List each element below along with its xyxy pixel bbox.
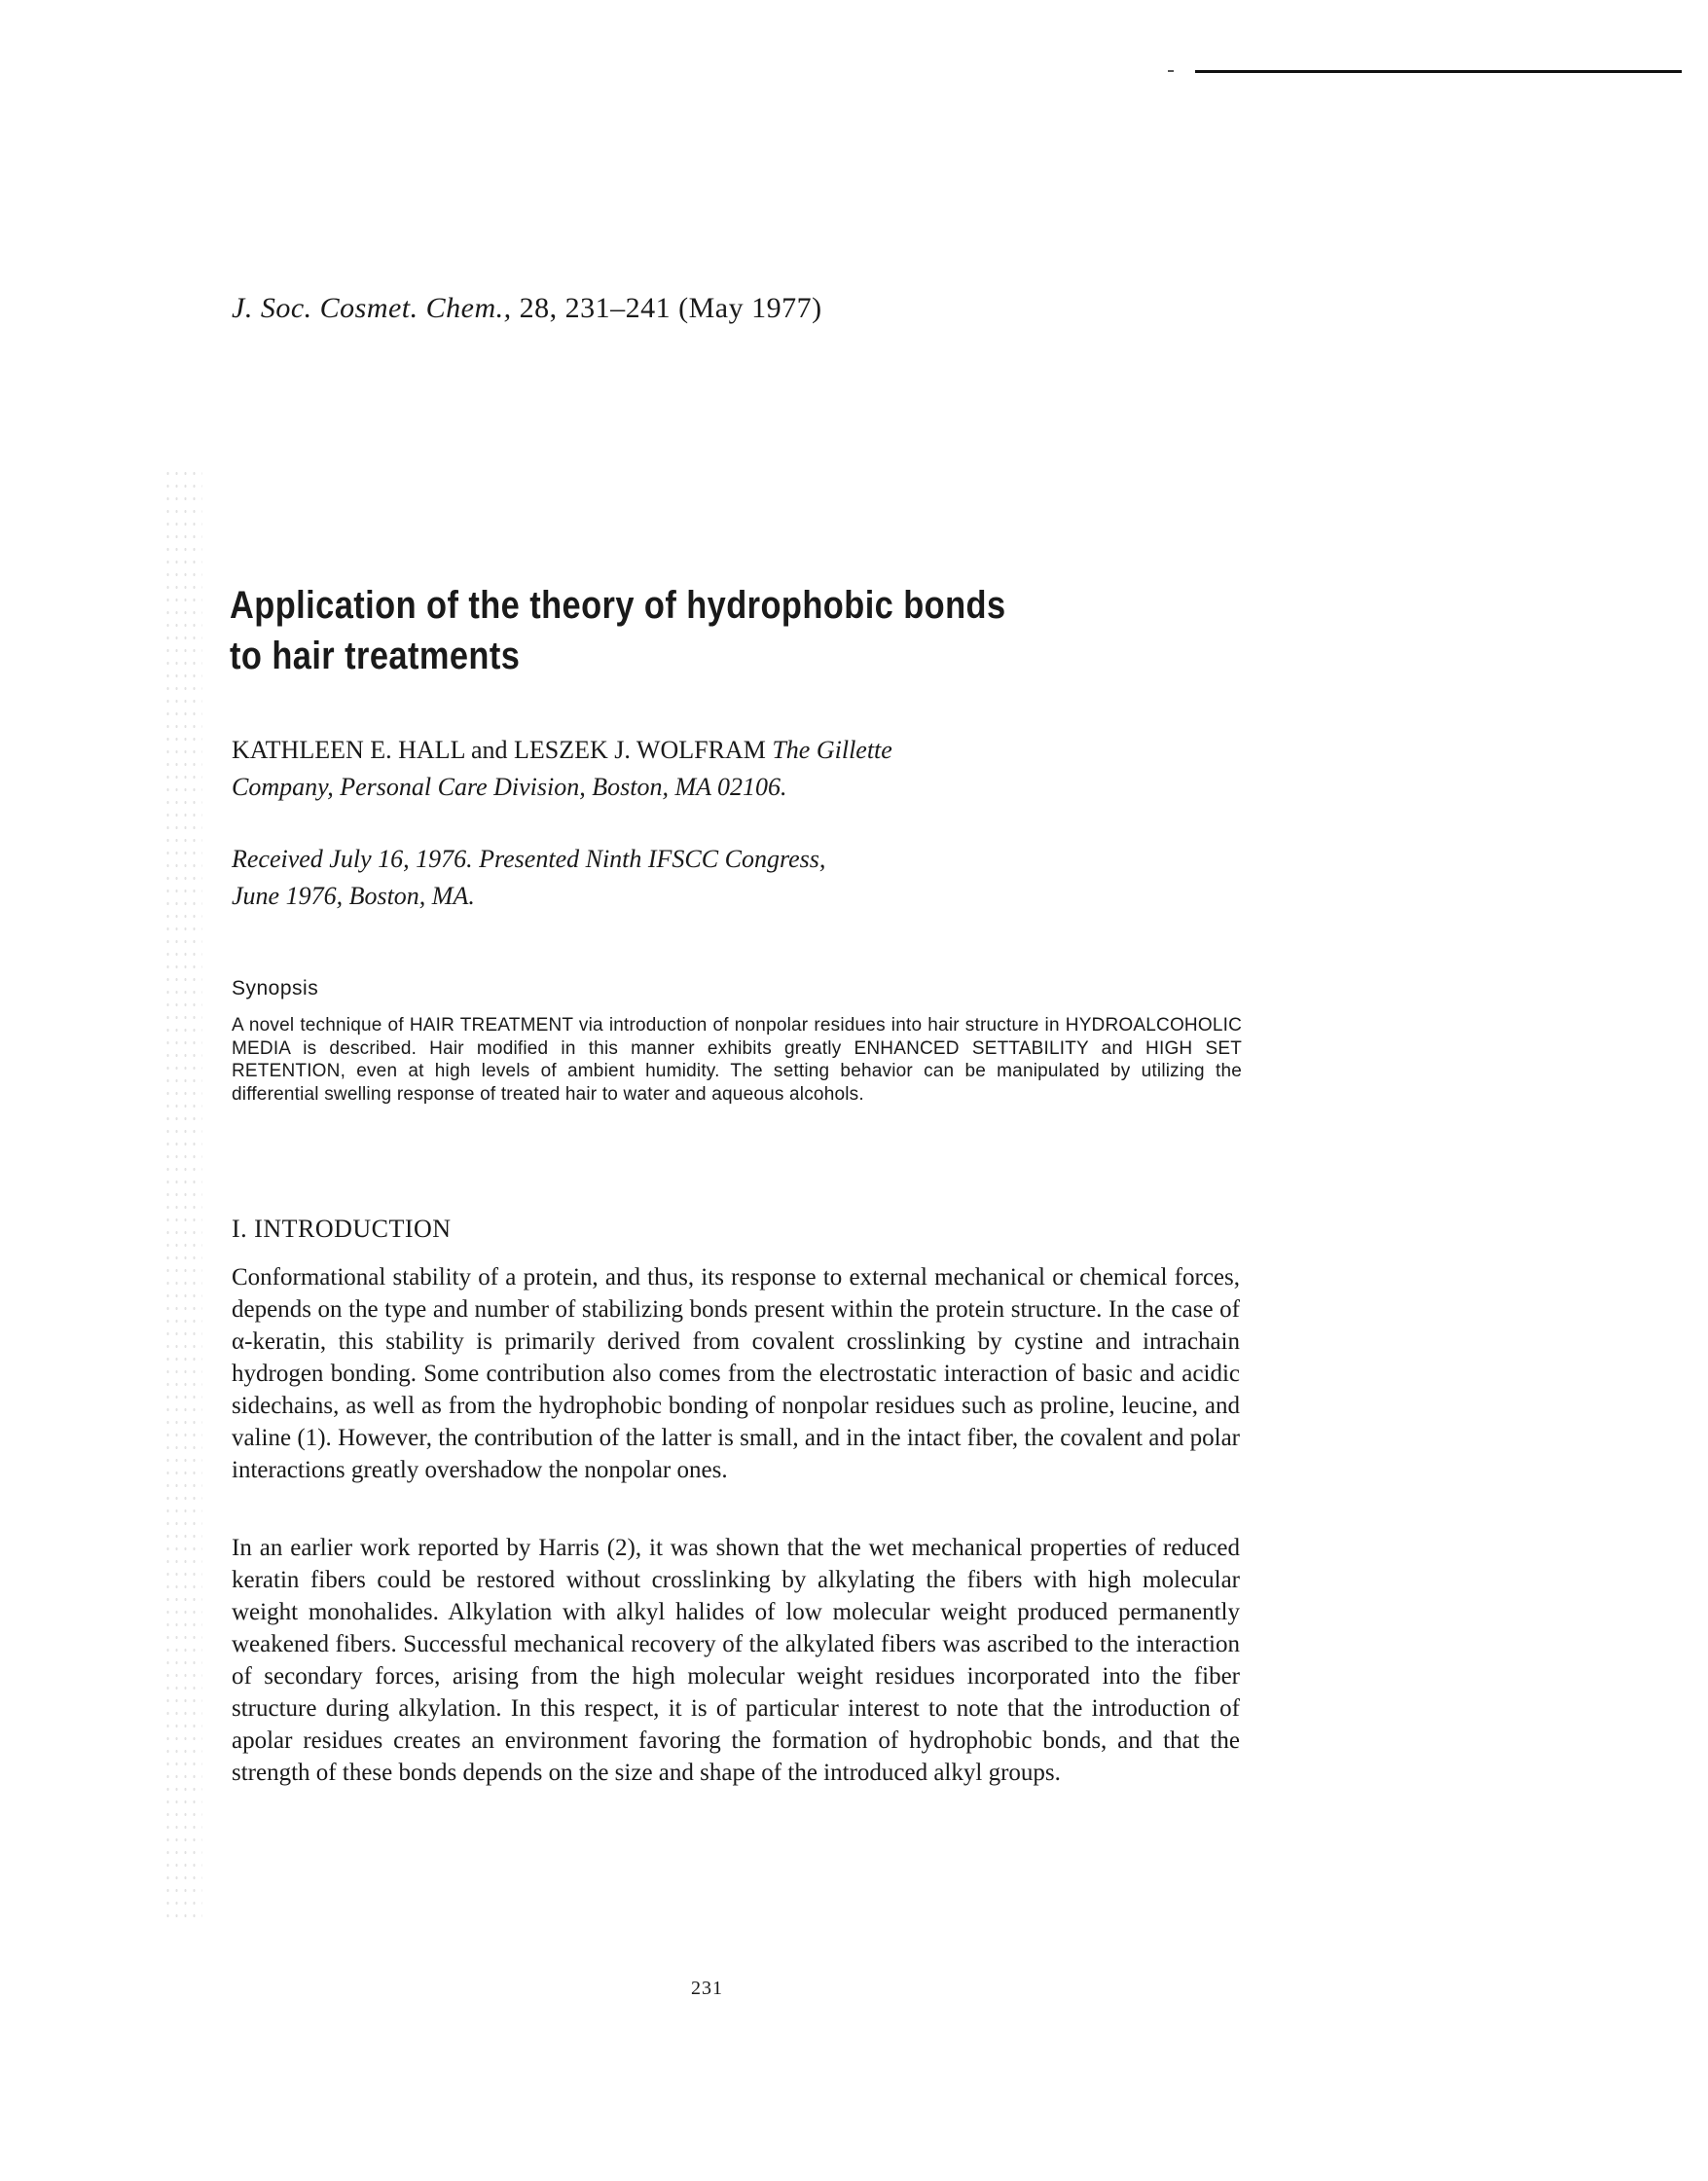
author-affiliation: The Gillette Company, Personal Care Division, Boston, MA 02106. (232, 736, 892, 801)
body-paragraph: In an earlier work reported by Harris (2), it was shown that the wet mechanical properties of reduced keratin fibers could be restored without crosslinking by alkylating the fibers with high molecular weight monohalides. Alkylation with alkyl halides of low molecular weight produced permanently weakened fibers. Successful mechanical recovery of the alkylated fibers was ascribed to the interaction of secondary forces, arising from the high molecular weight residues incorporated into the fiber structure during alkylation. In this respect, it is of particular interest to note that the introduction of apolar residues creates an environment favoring the formation of hydrophobic bonds, and that the strength of these bonds depends on the size and shape of the introduced alkyl groups. (232, 1535, 1240, 1786)
page-number: 231 (691, 1978, 723, 1999)
synopsis-text: A novel technique of HAIR TREATMENT via introduction of nonpolar residues into hair structure in HYDROALCOHOLIC MEDIA is described. Hair modified in this manner exhibits greatly ENHANCED SETTABILITY and HIGH SET RETENTION, even at high levels of ambient humidity. The setting behavior can be manipulated by utilizing the differential swelling response of treated hair to water and aqueous alcohols. (232, 1015, 1242, 1105)
citation-details: 28, 231–241 (May 1977) (511, 292, 822, 324)
scan-mark (1168, 70, 1174, 72)
scan-edge-noise (164, 467, 202, 1927)
synopsis-heading: Synopsis (232, 977, 319, 1000)
article-title (230, 580, 1006, 681)
journal-citation (232, 292, 822, 325)
body-paragraph: Conformational stability of a protein, and thus, its response to external mechanical or chemical forces, depends on the type and number of stabilizing bonds present within the protein structure. In the case of α-keratin, this stability is primarily derived from covalent crosslinking by cystine and intrachain hydrogen bonding. Some contribution also comes from the electrostatic interaction of basic and acidic sidechains, as well as from the hydrophobic bonding of nonpolar residues such as proline, leucine, and valine (1). However, the contribution of the latter is small, and in the intact fiber, the covalent and polar interactions greatly overshadow the nonpolar ones. (232, 1264, 1240, 1483)
article-title-line-1: Application of the theory of hydrophobic bonds (230, 584, 1006, 627)
author-block (232, 732, 932, 806)
article-title-line-2: to hair treatments (230, 635, 521, 677)
journal-name: J. Soc. Cosmet. Chem., (232, 292, 512, 324)
section-heading-introduction: I. INTRODUCTION (232, 1215, 452, 1243)
header-rule (1195, 70, 1682, 73)
author-names: KATHLEEN E. HALL and LESZEK J. WOLFRAM (232, 736, 773, 764)
received-note: Received July 16, 1976. Presented Ninth IFSCC Congress, June 1976, Boston, MA. (232, 845, 826, 910)
